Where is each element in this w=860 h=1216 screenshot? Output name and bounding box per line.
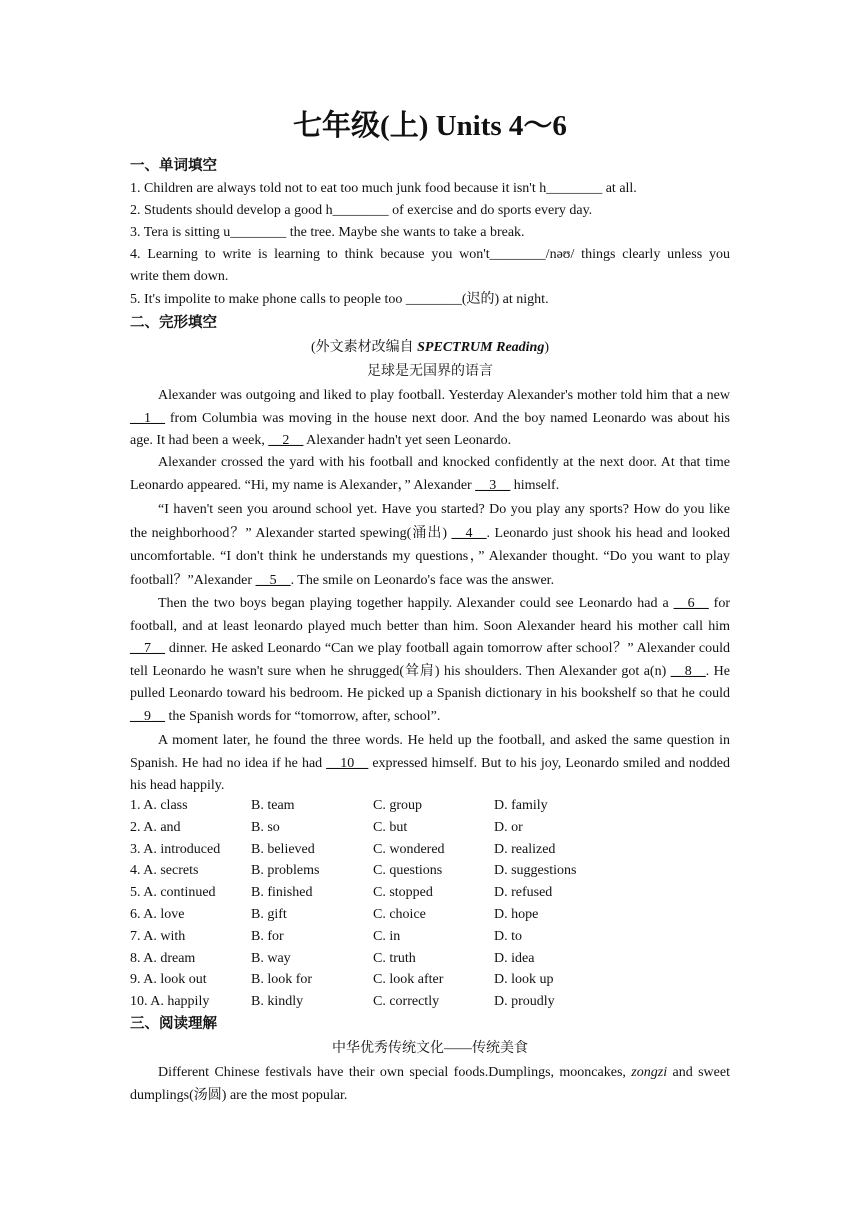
- option-b: B. for: [251, 928, 284, 944]
- text-run: . The smile on Leonardo's face was the answer.: [290, 572, 555, 588]
- italic-term: zongzi: [631, 1065, 668, 1080]
- option-c: C. but: [373, 819, 408, 835]
- option-a: 7. A. with: [130, 928, 186, 944]
- cloze-paragraph-2: [130, 452, 730, 497]
- option-a: 1. A. class: [130, 798, 188, 813]
- option-d: D. realized: [494, 841, 556, 857]
- source-title: SPECTRUM Reading: [417, 340, 545, 355]
- option-b: B. believed: [251, 841, 315, 857]
- text-run: Different Chinese festivals have their own special foods.Dumplings, mooncakes,: [158, 1065, 632, 1080]
- blank-2: __2__: [268, 433, 304, 448]
- option-a: 6. A. love: [130, 907, 185, 922]
- option-d: D. look up: [494, 972, 554, 988]
- option-row: [130, 991, 730, 1013]
- cloze-source: [130, 338, 730, 358]
- option-d: D. refused: [494, 885, 553, 901]
- option-c: C. choice: [373, 907, 426, 922]
- source-prefix: (外文素材改编自: [310, 340, 418, 355]
- blank-7: __7__: [130, 641, 165, 656]
- blank-10: __10__: [326, 755, 369, 771]
- option-b: B. kindly: [251, 994, 304, 1010]
- text-run: himself.: [510, 477, 560, 493]
- option-a: 5. A. continued: [130, 885, 216, 901]
- text-run: dinner. He asked Leonardo “Can we play football again tomorrow after school？” Alexander could tell Leonardo he wasn't sure when he shrugged(耸肩) his shoulders. Then Alexander got a(n): [130, 641, 730, 679]
- blank-4: __4__: [451, 525, 487, 541]
- option-a: 9. A. look out: [130, 972, 207, 988]
- option-c: C. look after: [373, 972, 444, 988]
- question-5: 5. It's impolite to make phone calls to people too ________(迟的) at night.: [130, 292, 549, 307]
- question-4: 4. Learning to write is learning to think because you won't________/nəʊ/ things clearly unless you: [130, 247, 730, 262]
- question-3: 3. Tera is sitting u________ the tree. Maybe she wants to take a break.: [130, 225, 525, 240]
- text-run: . Leonardo just shook his head and looked uncomfortable. “I don't think he understands my questions，” Alexander thought. “Do you want to play football？”Alexander: [130, 525, 731, 588]
- option-c: C. truth: [373, 950, 416, 966]
- option-d: D. proudly: [494, 994, 555, 1010]
- option-d: D. to: [494, 928, 522, 944]
- option-row: [130, 882, 730, 904]
- option-b: B. so: [251, 819, 280, 835]
- option-c: C. correctly: [373, 994, 440, 1010]
- text-run: “I haven't seen you around school yet. Have you started? Do you play any sports? How do you like the neighborhood？” Alexander started spewing(涌出): [130, 502, 730, 541]
- text-run: Alexander hadn't yet seen Leonardo.: [303, 433, 512, 448]
- option-c: C. wondered: [373, 841, 445, 857]
- option-row: [130, 969, 730, 991]
- option-d: D. idea: [494, 950, 535, 966]
- text-run: Alexander was outgoing and liked to play football. Yesterday Alexander's mother told him that a new: [158, 388, 730, 403]
- option-row: [130, 839, 730, 861]
- option-row: [130, 926, 730, 948]
- question-4-continued: write them down.: [130, 269, 229, 284]
- reading-subtitle: 中华优秀传统文化——传统美食: [332, 1041, 528, 1056]
- question-2: 2. Students should develop a good h________ of exercise and do sports every day.: [130, 203, 593, 218]
- text-run: Alexander crossed the yard with his football and knocked confidently at the next door. At that time Leonardo appeared. “Hi, my name is Alexander，” Alexander: [130, 455, 730, 493]
- option-a: 8. A. dream: [130, 950, 196, 966]
- text-run: A moment later, he found the three words. He held up the football, and asked the same question in Spanish. He had no idea if he had: [130, 733, 730, 771]
- text-run: the Spanish words for “tomorrow, after, school”.: [165, 708, 441, 724]
- option-row: [130, 904, 730, 926]
- text-run: Then the two boys began playing together happily. Alexander could see Leonardo had a: [158, 596, 674, 611]
- blank-8: __8__: [670, 663, 706, 679]
- cloze-paragraph-5: [130, 730, 730, 798]
- blank-5: __5__: [255, 572, 291, 588]
- section-heading-word-fill: 一、单词填空: [130, 158, 217, 174]
- option-row: [130, 948, 730, 970]
- cloze-paragraph-4: [130, 593, 730, 728]
- reading-paragraph-1: [130, 1062, 730, 1107]
- option-c: C. group: [373, 798, 422, 813]
- page-title: 七年级(上) Units 4～6: [293, 110, 567, 142]
- option-a: 2. A. and: [130, 819, 181, 835]
- cloze-paragraph-1: [130, 385, 730, 453]
- text-run: expressed himself. But to his joy, Leonardo smiled and nodded his head happily.: [130, 755, 730, 793]
- option-b: B. team: [251, 798, 295, 813]
- option-d: D. or: [494, 819, 523, 835]
- option-c: C. in: [373, 928, 401, 944]
- option-b: B. way: [251, 950, 291, 966]
- cloze-paragraph-3: [130, 498, 730, 592]
- option-d: D. hope: [494, 907, 539, 922]
- text-run: from Columbia was moving in the house next door. And the boy named Leonardo was about his age. It had been a week,: [130, 410, 730, 448]
- cloze-subtitle: 足球是无国界的语言: [367, 364, 493, 379]
- option-row: [130, 795, 730, 817]
- section-heading-reading: 三、阅读理解: [130, 1016, 217, 1032]
- option-b: B. gift: [251, 907, 287, 922]
- blank-1: __1__: [130, 410, 165, 426]
- option-a: 4. A. secrets: [130, 863, 199, 879]
- option-a: 3. A. introduced: [130, 841, 221, 857]
- text-run: for football, and at least leonardo played much better than him. Soon Alexander heard his mother call him: [130, 596, 730, 634]
- text-run: and sweet dumplings(汤圆) are the most popular.: [130, 1065, 730, 1103]
- question-1: 1. Children are always told not to eat too much junk food because it isn't h________ at all.: [130, 181, 637, 196]
- option-a: 10. A. happily: [130, 994, 210, 1010]
- option-d: D. family: [494, 798, 548, 813]
- option-b: B. problems: [251, 863, 320, 879]
- option-b: B. look for: [251, 972, 313, 988]
- source-suffix: ): [544, 340, 550, 355]
- option-row: [130, 817, 730, 839]
- option-row: [130, 860, 730, 882]
- option-c: C. stopped: [373, 885, 433, 901]
- option-c: C. questions: [373, 863, 443, 879]
- blank-6: __6__: [673, 596, 709, 611]
- blank-9: __9__: [130, 708, 165, 724]
- text-run: . He pulled Leonardo toward his bedroom. He picked up a Spanish dictionary in his bookshelf so that he could: [130, 663, 731, 701]
- blank-3: __3__: [475, 477, 511, 493]
- option-b: B. finished: [251, 885, 313, 901]
- section-heading-cloze: 二、完形填空: [130, 315, 217, 331]
- option-d: D. suggestions: [494, 863, 577, 879]
